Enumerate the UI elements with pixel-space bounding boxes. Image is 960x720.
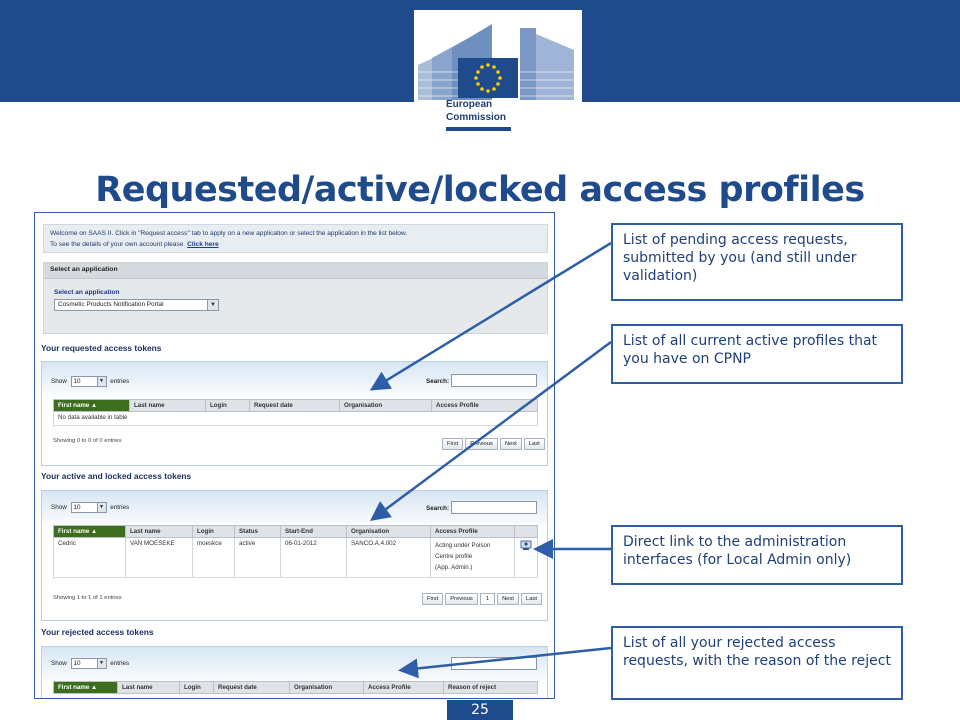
length-value: 10 — [73, 378, 81, 385]
welcome-line1: Welcome on SAAS II. Click in "Request access" tab to apply on a new application or select the application in the list below. — [50, 230, 408, 237]
arrow-active — [374, 342, 611, 518]
col-login[interactable]: Login — [206, 400, 250, 412]
arrow-pending — [374, 243, 611, 388]
application-select-value: Cosmetic Products Notification Portal — [58, 301, 164, 308]
col-last-name[interactable]: Last name — [118, 682, 180, 694]
cell-status: active — [235, 538, 281, 578]
arrow-rejected — [403, 648, 611, 670]
entries-label: entries — [110, 504, 130, 512]
callout-pending: List of pending access requests, submitted by you (and still under validation) — [611, 223, 903, 301]
pager-last-button[interactable]: Last — [524, 438, 545, 450]
active-search-label: Search: — [426, 505, 450, 512]
col-access-profile[interactable]: Access Profile — [431, 526, 515, 538]
profile-line3: (App. Admin.) — [435, 564, 473, 571]
entries-label: entries — [110, 660, 130, 668]
col-status[interactable]: Status — [235, 526, 281, 538]
chevron-down-icon[interactable]: ▼ — [97, 503, 106, 512]
page-number: 25 — [447, 700, 513, 720]
rejected-section-title: Your rejected access tokens — [41, 627, 154, 637]
active-info: Showing 1 to 1 of 1 entries — [53, 595, 122, 601]
pager-next-button[interactable]: Next — [497, 593, 519, 605]
pager-page-1[interactable]: 1 — [480, 593, 495, 605]
profile-line2: Centre profile — [435, 553, 473, 560]
show-label: Show — [51, 660, 67, 668]
col-access-profile[interactable]: Access Profile — [364, 682, 444, 694]
col-organisation[interactable]: Organisation — [290, 682, 364, 694]
select-application-label: Select an application — [54, 289, 120, 296]
pager-first-button[interactable]: First — [442, 438, 463, 450]
cell-start-end: 06-01-2012 — [281, 538, 347, 578]
cell-first-name: Cedric — [54, 538, 126, 578]
col-start-end[interactable]: Start-End — [281, 526, 347, 538]
chevron-down-icon[interactable]: ▼ — [97, 377, 106, 386]
cell-last-name: VAN MOESEKE — [126, 538, 193, 578]
own-account-link[interactable]: Click here — [187, 241, 219, 248]
empty-table-message: No data available in table — [54, 412, 538, 426]
slide-title: Requested/active/locked access profiles — [95, 170, 865, 210]
pager-previous-button[interactable]: Previous — [445, 593, 478, 605]
col-last-name[interactable]: Last name — [126, 526, 193, 538]
cell-organisation: SANCO.A.4.002 — [347, 538, 431, 578]
col-first-name[interactable]: First name ▲ — [54, 682, 118, 694]
length-value: 10 — [73, 504, 81, 511]
col-first-name[interactable]: First name ▲ — [54, 526, 126, 538]
pager-next-button[interactable]: Next — [500, 438, 522, 450]
callout-admin: Direct link to the administration interfaces (for Local Admin only) — [611, 525, 903, 585]
profile-line1: Acting under Poison — [435, 542, 491, 549]
callout-active: List of all current active profiles that you have on CPNP — [611, 324, 903, 384]
requested-search-label: Search: — [426, 378, 450, 385]
requested-info: Showing 0 to 0 of 0 entries — [53, 438, 122, 444]
col-request-date[interactable]: Request date — [250, 400, 340, 412]
entries-label: entries — [110, 378, 130, 386]
show-label: Show — [51, 378, 67, 386]
col-request-date[interactable]: Request date — [214, 682, 290, 694]
col-reason-of-reject[interactable]: Reason of reject — [444, 682, 538, 694]
col-login[interactable]: Login — [193, 526, 235, 538]
select-application-header: Select an application — [44, 263, 547, 279]
chevron-down-icon[interactable]: ▼ — [97, 659, 106, 668]
pager-last-button[interactable]: Last — [521, 593, 542, 605]
callout-rejected: List of all your rejected access requests, with the reason of the reject — [611, 626, 903, 700]
welcome-line2-prefix: To see the details of your own account please — [50, 241, 184, 248]
col-first-name[interactable]: First name ▲ — [54, 400, 130, 412]
col-access-profile[interactable]: Access Profile — [432, 400, 538, 412]
logo-line2: Commission — [446, 112, 507, 123]
col-login[interactable]: Login — [180, 682, 214, 694]
show-label: Show — [51, 504, 67, 512]
pager-previous-button[interactable]: Previous — [465, 438, 498, 450]
cell-login: moeskce — [193, 538, 235, 578]
chevron-down-icon[interactable]: ▼ — [207, 300, 218, 310]
active-section-title: Your active and locked access tokens — [41, 471, 192, 481]
pager-first-button[interactable]: First — [422, 593, 443, 605]
col-organisation[interactable]: Organisation — [340, 400, 432, 412]
length-value: 10 — [73, 660, 81, 667]
col-organisation[interactable]: Organisation — [347, 526, 431, 538]
col-last-name[interactable]: Last name — [130, 400, 206, 412]
requested-section-title: Your requested access tokens — [41, 343, 162, 353]
logo-line1: European — [446, 99, 493, 110]
